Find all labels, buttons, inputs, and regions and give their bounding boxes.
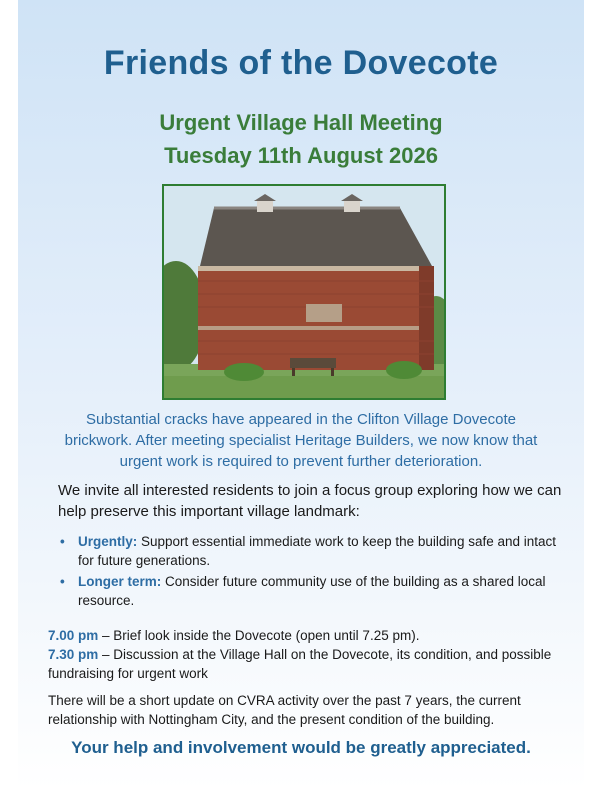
flyer-page <box>18 0 584 790</box>
dovecote-photo <box>162 184 446 400</box>
bullet-text: Support essential immediate work to keep the building safe and intact for future generations. <box>78 534 557 568</box>
list-item <box>58 532 564 570</box>
bullet-icon: • <box>60 574 65 589</box>
schedule <box>48 626 564 683</box>
meeting-heading: Urgent Village Hall Meeting <box>159 110 443 135</box>
flyer-title: Friends of the Dovecote <box>103 44 499 82</box>
goals-list <box>58 532 564 612</box>
schedule-time: 7.00 pm <box>48 628 99 643</box>
bullet-lead: Urgently: <box>78 534 138 549</box>
invite-paragraph: We invite all interested residents to join a focus group exploring how we can help preserve this important village landmark: <box>58 482 562 520</box>
intro-paragraph: Substantial cracks have appeared in the Clifton Village Dovecote brickwork. After meeting specialist Heritage Builders, we now know that urgent work is required to prevent further deterioration. <box>64 411 538 470</box>
meeting-date: Tuesday 11th August 2026 <box>164 143 438 168</box>
bullet-lead: Longer term: <box>78 574 162 589</box>
schedule-item <box>48 626 564 645</box>
closing-line: Your help and involvement would be greatly appreciated. <box>71 738 531 757</box>
bullet-text: Consider future community use of the building as a shared local resource. <box>78 574 546 608</box>
update-paragraph: There will be a short update on CVRA activity over the past 7 years, the current relationship with Nottingham City, and the present condition of the building. <box>48 693 521 727</box>
schedule-text: – Brief look inside the Dovecote (open until 7.25 pm). <box>98 628 420 643</box>
schedule-text: – Discussion at the Village Hall on the Dovecote, its condition, and possible fundraising for urgent work <box>48 647 552 681</box>
list-item <box>58 572 564 610</box>
schedule-time: 7.30 pm <box>48 647 99 662</box>
schedule-item <box>48 645 564 683</box>
bullet-icon: • <box>60 534 65 549</box>
